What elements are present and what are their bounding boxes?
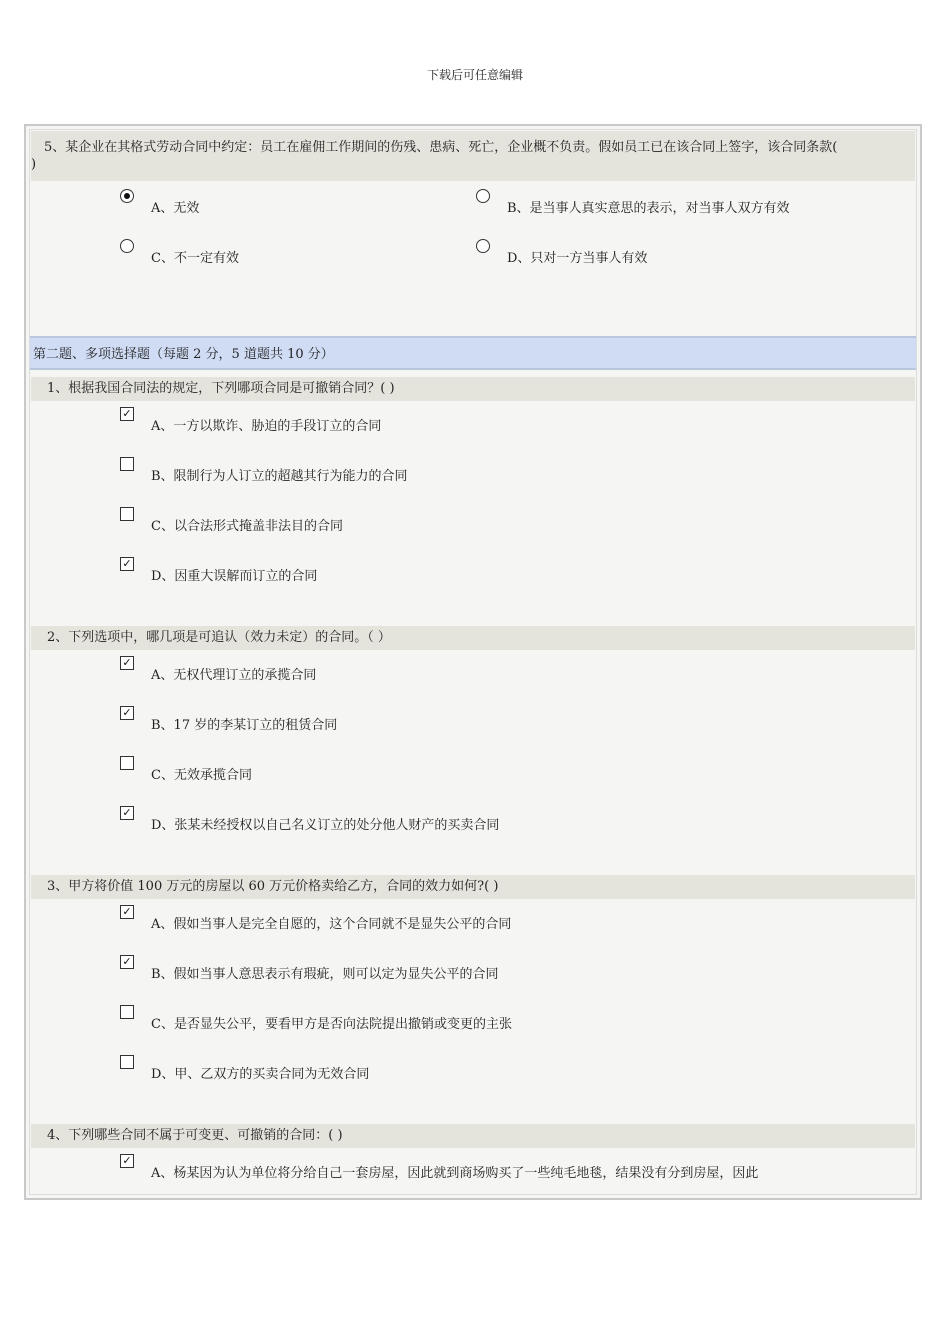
quiz-panel <box>29 129 917 1195</box>
section-2-header: 第二题、多项选择题（每题 2 分，5 道题共 10 分） <box>30 336 916 370</box>
q1-option-d[interactable] <box>120 557 820 584</box>
page-header: 下载后可任意编辑 <box>426 68 523 82</box>
q5-option-c-label: C、不一定有效 <box>151 251 239 266</box>
q2-option-c-label: C、无效承揽合同 <box>151 768 252 783</box>
q1-option-a-label: A、一方以欺诈、胁迫的手段订立的合同 <box>151 419 382 434</box>
checkbox-checked-icon[interactable]: ✓ <box>120 407 134 421</box>
q1-option-b-label: B、限制行为人订立的超越其行为能力的合同 <box>151 469 408 484</box>
q2-option-a-label: A、无权代理订立的承揽合同 <box>151 668 317 683</box>
checkbox-icon[interactable] <box>120 1055 134 1069</box>
q2-option-b[interactable] <box>120 706 820 733</box>
q3-option-d[interactable] <box>120 1055 820 1082</box>
q1-option-b[interactable] <box>120 457 820 484</box>
checkbox-checked-icon[interactable]: ✓ <box>120 706 134 720</box>
q3-option-a[interactable] <box>120 905 820 932</box>
q4-stem: 4、下列哪些合同不属于可变更、可撤销的合同：( ) <box>31 1124 915 1148</box>
checkbox-icon[interactable] <box>120 507 134 521</box>
q5-stem-line1: 5、某企业在其格式劳动合同中约定：员工在雇佣工作期间的伤残、患病、死亡，企业概不负责。假如员工已在该合同上签字，该合同条款( <box>44 140 838 155</box>
q5-option-a-label: A、无效 <box>151 201 200 216</box>
q1-option-a[interactable] <box>120 407 820 434</box>
radio-icon[interactable] <box>120 239 134 253</box>
q1-option-c-label: C、以合法形式掩盖非法目的合同 <box>151 519 343 534</box>
q2-option-c[interactable] <box>120 756 820 783</box>
q1-option-c[interactable] <box>120 507 820 534</box>
q5-option-b-label: B、是当事人真实意思的表示，对当事人双方有效 <box>507 201 790 216</box>
checkbox-icon[interactable] <box>120 1005 134 1019</box>
q3-stem: 3、甲方将价值 100 万元的房屋以 60 万元价格卖给乙方，合同的效力如何?( ) <box>31 875 915 899</box>
checkbox-checked-icon[interactable]: ✓ <box>120 955 134 969</box>
q2-option-d[interactable] <box>120 806 820 833</box>
q4-option-a[interactable] <box>120 1154 910 1181</box>
q5-stem <box>31 131 915 181</box>
q2-option-a[interactable] <box>120 656 820 683</box>
q5-option-b[interactable] <box>476 189 896 216</box>
q3-option-b[interactable] <box>120 955 820 982</box>
q3-option-c-label: C、是否显失公平，要看甲方是否向法院提出撤销或变更的主张 <box>151 1017 512 1032</box>
q5-stem-line2: ) <box>31 157 37 172</box>
checkbox-checked-icon[interactable]: ✓ <box>120 557 134 571</box>
q1-option-d-label: D、因重大误解而订立的合同 <box>151 569 318 584</box>
q3-option-b-label: B、假如当事人意思表示有瑕疵，则可以定为显失公平的合同 <box>151 967 499 982</box>
checkbox-checked-icon[interactable]: ✓ <box>120 656 134 670</box>
q3-option-c[interactable] <box>120 1005 820 1032</box>
checkbox-icon[interactable] <box>120 756 134 770</box>
radio-icon[interactable] <box>476 189 490 203</box>
radio-selected-icon[interactable] <box>120 189 134 203</box>
checkbox-checked-icon[interactable]: ✓ <box>120 806 134 820</box>
checkbox-checked-icon[interactable]: ✓ <box>120 905 134 919</box>
q5-option-c[interactable] <box>120 239 420 266</box>
q5-option-a[interactable] <box>120 189 420 216</box>
q4-option-a-label: A、杨某因为认为单位将分给自己一套房屋，因此就到商场购买了一些纯毛地毯，结果没有分到房屋，因此 <box>151 1166 759 1181</box>
radio-icon[interactable] <box>476 239 490 253</box>
q3-option-a-label: A、假如当事人是完全自愿的，这个合同就不是显失公平的合同 <box>151 917 512 932</box>
q1-stem: 1、根据我国合同法的规定，下列哪项合同是可撤销合同？( ) <box>31 377 915 401</box>
q3-option-d-label: D、甲、乙双方的买卖合同为无效合同 <box>151 1067 370 1082</box>
quiz-frame <box>24 124 922 1200</box>
q5-option-d[interactable] <box>476 239 896 266</box>
checkbox-icon[interactable] <box>120 457 134 471</box>
q2-option-d-label: D、张某未经授权以自己名义订立的处分他人财产的买卖合同 <box>151 818 500 833</box>
q2-stem: 2、下列选项中，哪几项是可追认（效力未定）的合同。（ ） <box>31 626 915 650</box>
q5-option-d-label: D、只对一方当事人有效 <box>507 251 648 266</box>
checkbox-checked-icon[interactable]: ✓ <box>120 1154 134 1168</box>
q2-option-b-label: B、17 岁的李某订立的租赁合同 <box>151 718 338 733</box>
